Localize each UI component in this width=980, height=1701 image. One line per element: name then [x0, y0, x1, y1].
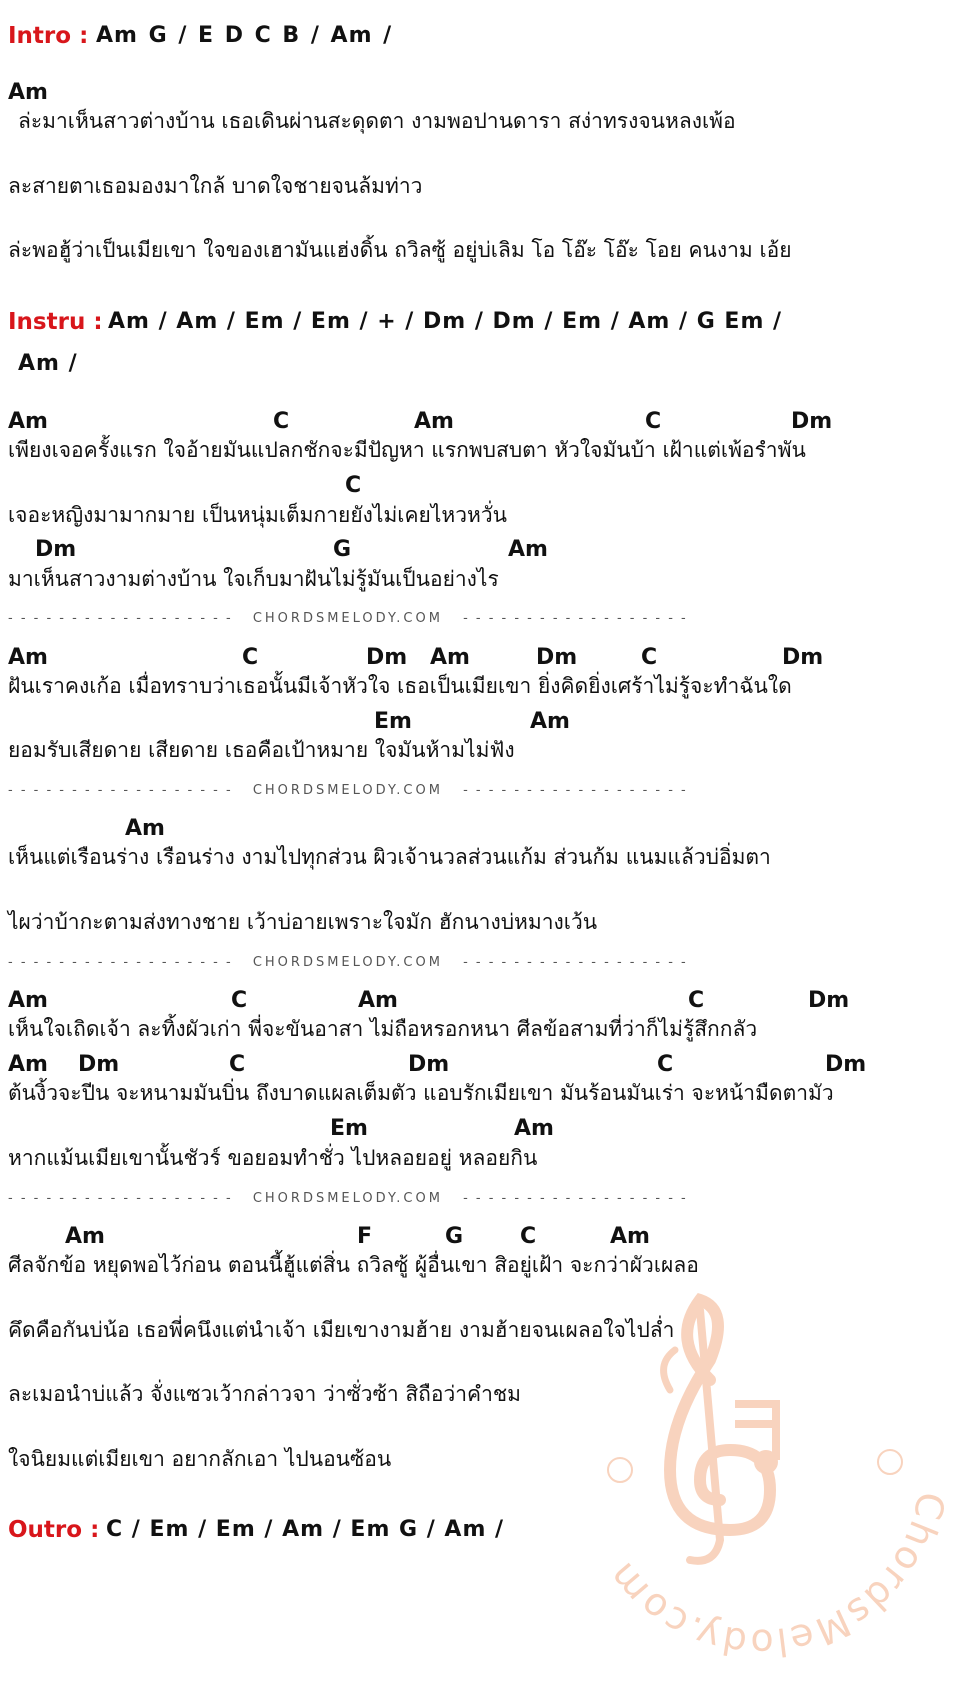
- lyric-line: ละสายตาเธอมองมาใกล้ บาดใจชายจนล้มท่าว: [8, 174, 423, 198]
- chord: C: [229, 1052, 246, 1077]
- separator-dashes: - - - - - - - - - - - - - - - - - -: [463, 783, 688, 798]
- separator-dashes: - - - - - - - - - - - - - - - - - -: [463, 611, 688, 626]
- lyric-line: เห็นใจเถิดเจ้า ละทิ้งผัวเก่า พี่จะขันอาสา ไม่ถือหรอกหนา ศีลข้อสามที่ว่าก็ไม่รู้สึกกลัว: [8, 1017, 758, 1041]
- lyric-line: ศีลจักข้อ หยุดพอไว้ก่อน ตอนนี้ฮู้แต่สิ่น ถวิลซู้ ผู้อื่นเขา สิอยู่เฝ้า จะกว่าผัวเผลอ: [8, 1253, 699, 1277]
- chord: Em: [374, 709, 412, 734]
- lyric-line: หากแม้นเมียเขานั้นชัวร์ ขอยอมทำชั่ว ไปหลอยอยู่ หลอยกิน: [8, 1146, 538, 1170]
- chord: Am: [8, 80, 48, 105]
- chord: C: [641, 645, 658, 670]
- watermark-dot-icon: [878, 1450, 902, 1474]
- note-flag-icon: [664, 1350, 675, 1390]
- lyric-line: เพียงเจอครั้งแรก ใจอ้ายมันแปลกชักจะมีปัญหา แรกพบสบตา หัวใจมันบ้า เฝ้าแต่เพ้อรำพัน: [8, 438, 806, 462]
- lyric-line: มาเห็นสาวงามต่างบ้าน ใจเก็บมาฝันไม่รู้มันเป็นอย่างไร: [8, 567, 499, 591]
- separator-dashes: - - - - - - - - - - - - - - - - - -: [463, 955, 688, 970]
- lyric-line: ใจนิยมแต่เมียเขา อยากลักเอา ไปนอนซ้อน: [8, 1447, 392, 1471]
- watermark-dot-icon: [608, 1458, 632, 1482]
- watermark-text: ChordsMelody.com: [598, 1488, 954, 1666]
- chord: Am: [610, 1224, 650, 1249]
- lyric-line: ฝันเราคงเก้อ เมื่อทราบว่าเธอนั้นมีเจ้าหัวใจ เธอเป็นเมียเขา ยิ่งคิดยิ่งเศร้าไม่รู้จะทำฉันใด: [8, 674, 792, 698]
- chord: Am: [65, 1224, 105, 1249]
- chord: C: [688, 988, 705, 1013]
- lyric-line: เห็นแต่เรือนร่าง เรือนร่าง งามไปทุกส่วน ผิวเจ้านวลส่วนแก้ม ส่วนก้ม แนมแล้วบ่อิ่มตา: [8, 845, 771, 869]
- chord: Dm: [35, 537, 77, 562]
- outro-chords: C / Em / Em / Am / Em G / Am /: [106, 1517, 505, 1542]
- separator-brand: CHORDSMELODY.COM: [252, 955, 443, 970]
- separator-brand: CHORDSMELODY.COM: [252, 611, 443, 626]
- lyric-line: ยอมรับเสียดาย เสียดาย เธอคือเป้าหมาย ใจมันห้ามไม่ฟัง: [8, 738, 515, 762]
- separator-dashes: - - - - - - - - - - - - - - - - - -: [8, 783, 233, 798]
- lyric-line: ละเมอนำบ่แล้ว จั่งแซวเว้ากล่าวจา ว่าซั่วซ้า สิถือว่าคำชม: [8, 1382, 521, 1406]
- chord: C: [242, 645, 259, 670]
- chord: Am: [358, 988, 398, 1013]
- intro-chords: Am G / E D C B / Am /: [96, 23, 393, 48]
- chord: Am: [8, 988, 48, 1013]
- separator-brand: CHORDSMELODY.COM: [252, 1191, 443, 1206]
- lyric-line: ล่ะมาเห็นสาวต่างบ้าน เธอเดินผ่านสะดุดตา งามพอปานดารา สง่าทรงจนหลงเพ้อ: [18, 109, 736, 133]
- lyric-line: คึดคือกันบ่น้อ เธอพี่คนึงแต่นำเจ้า เมียเขางามฮ้าย งามฮ้ายจนเผลอใจไปล่ำ: [8, 1318, 675, 1342]
- lyric-line: ไผว่าบ้ากะตามส่งทางชาย เว้าบ่อายเพราะใจมัก ฮักนางบ่หมางเว้น: [8, 910, 598, 934]
- chord: Dm: [78, 1052, 120, 1077]
- separator: [8, 955, 688, 971]
- lyric-line: ล่ะพอฮู้ว่าเป็นเมียเขา ใจของเฮามันแฮ่งดิ้น ถวิลซู้ อยู่บ่เลิม โอ โอ๊ะ โอ๊ะ โอย คนงาม เอ้ย: [8, 238, 792, 262]
- chordsmelody-watermark-logo: [560, 1250, 960, 1690]
- outro-label: Outro :: [8, 1517, 100, 1543]
- chord: Am: [530, 709, 570, 734]
- instru-chords: Am /: [18, 351, 78, 376]
- music-note-icon: [735, 1400, 780, 1474]
- chord: Dm: [408, 1052, 450, 1077]
- chord: C: [231, 988, 248, 1013]
- chord: Am: [8, 409, 48, 434]
- chord: Em: [330, 1116, 368, 1141]
- separator-dashes: - - - - - - - - - - - - - - - - - -: [8, 611, 233, 626]
- separator-dashes: - - - - - - - - - - - - - - - - - -: [8, 1191, 233, 1206]
- chord: G: [333, 537, 352, 562]
- chord: Dm: [366, 645, 408, 670]
- chord: F: [357, 1224, 373, 1249]
- separator-dashes: - - - - - - - - - - - - - - - - - -: [8, 955, 233, 970]
- separator: [8, 611, 688, 627]
- chord: Dm: [808, 988, 850, 1013]
- chord: Dm: [782, 645, 824, 670]
- lyric-line: ต้นงิ้วจะปีน จะหนามมันบิ่น ถึงบาดแผลเต็มตัว แอบรักเมียเขา มันร้อนมันเร่า จะหน้ามืดตามัว: [8, 1081, 834, 1105]
- intro-label: Intro :: [8, 23, 89, 49]
- chord: Am: [414, 409, 454, 434]
- lyric-line: เจอะหญิงมามากมาย เป็นหนุ่มเต็มกายยังไม่เคยไหวหวั่น: [8, 503, 508, 527]
- instru-label: Instru :: [8, 309, 103, 335]
- chord: C: [345, 473, 362, 498]
- chord: C: [520, 1224, 537, 1249]
- separator-brand: CHORDSMELODY.COM: [252, 783, 443, 798]
- chord: Am: [8, 1052, 48, 1077]
- treble-clef-icon: [670, 1300, 770, 1561]
- chord: G: [445, 1224, 464, 1249]
- chord: Am: [514, 1116, 554, 1141]
- chord: Dm: [825, 1052, 867, 1077]
- chord: C: [657, 1052, 674, 1077]
- chord: Dm: [791, 409, 833, 434]
- separator: [8, 1191, 688, 1207]
- chord: C: [273, 409, 290, 434]
- chord: C: [645, 409, 662, 434]
- chord: Dm: [536, 645, 578, 670]
- instru-chords: Am / Am / Em / Em / + / Dm / Dm / Em / Am / G Em /: [108, 309, 783, 334]
- chord: Am: [8, 645, 48, 670]
- chord: Am: [508, 537, 548, 562]
- separator-dashes: - - - - - - - - - - - - - - - - - -: [463, 1191, 688, 1206]
- chord: Am: [125, 816, 165, 841]
- separator: [8, 783, 688, 799]
- chord: Am: [430, 645, 470, 670]
